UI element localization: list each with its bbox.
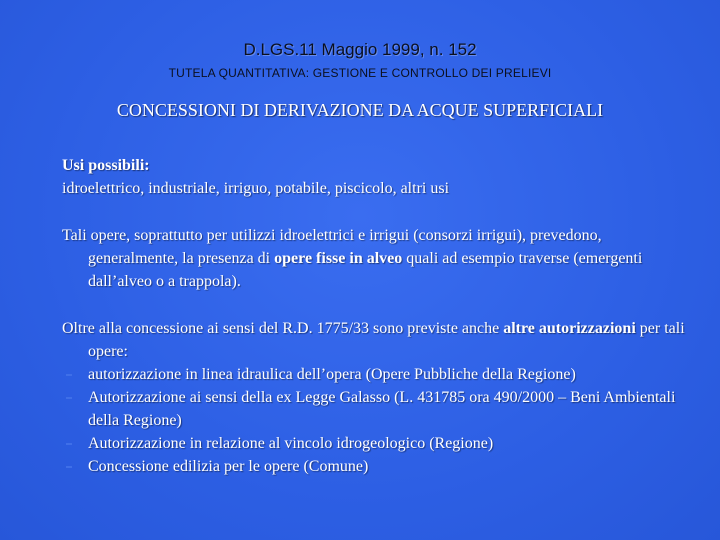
dash-bullet-icon xyxy=(66,466,72,468)
opere-bold: opere fisse in alveo xyxy=(274,250,403,267)
slide-title: D.LGS.11 Maggio 1999, n. 152 xyxy=(243,40,477,59)
slide-body xyxy=(62,154,692,478)
opere-paragraph: Tali opere, soprattutto per utilizzi idroelettrici e irrigui (consorzi irrigui), prevedono, generalmente, la presenza di opere fisse in alveo quali ad esempio traverse (emergenti dall’alveo o a trappola). xyxy=(62,227,643,290)
dash-bullet-icon xyxy=(66,443,72,445)
usi-list: idroelettrico, industriale, irriguo, potabile, piscicolo, altri usi xyxy=(62,180,450,197)
dash-bullet-icon xyxy=(66,374,72,376)
dash-bullet-icon xyxy=(66,397,72,399)
section-heading: CONCESSIONI DI DERIVAZIONE DA ACQUE SUPERFICIALI xyxy=(116,100,604,120)
usi-label: Usi possibili: xyxy=(62,157,150,174)
authorization-list xyxy=(62,363,692,478)
list-item: Autorizzazione ai sensi della ex Legge Galasso (L. 431785 ora 490/2000 – Beni Ambientali della Regione) xyxy=(62,386,692,432)
slide-subtitle: TUTELA QUANTITATIVA: GESTIONE E CONTROLLO DEI PRELIEVI xyxy=(168,66,552,80)
list-item: Concessione edilizia per le opere (Comune) xyxy=(62,455,692,478)
list-item: autorizzazione in linea idraulica dell’opera (Opere Pubbliche della Regione) xyxy=(62,363,692,386)
altre-paragraph: Oltre alla concessione ai sensi del R.D. 1775/33 sono previste anche altre autorizzazioni per tali opere: xyxy=(62,320,685,360)
list-item: Autorizzazione in relazione al vincolo idrogeologico (Regione) xyxy=(62,432,692,455)
altre-bold: altre autorizzazioni xyxy=(503,320,636,337)
